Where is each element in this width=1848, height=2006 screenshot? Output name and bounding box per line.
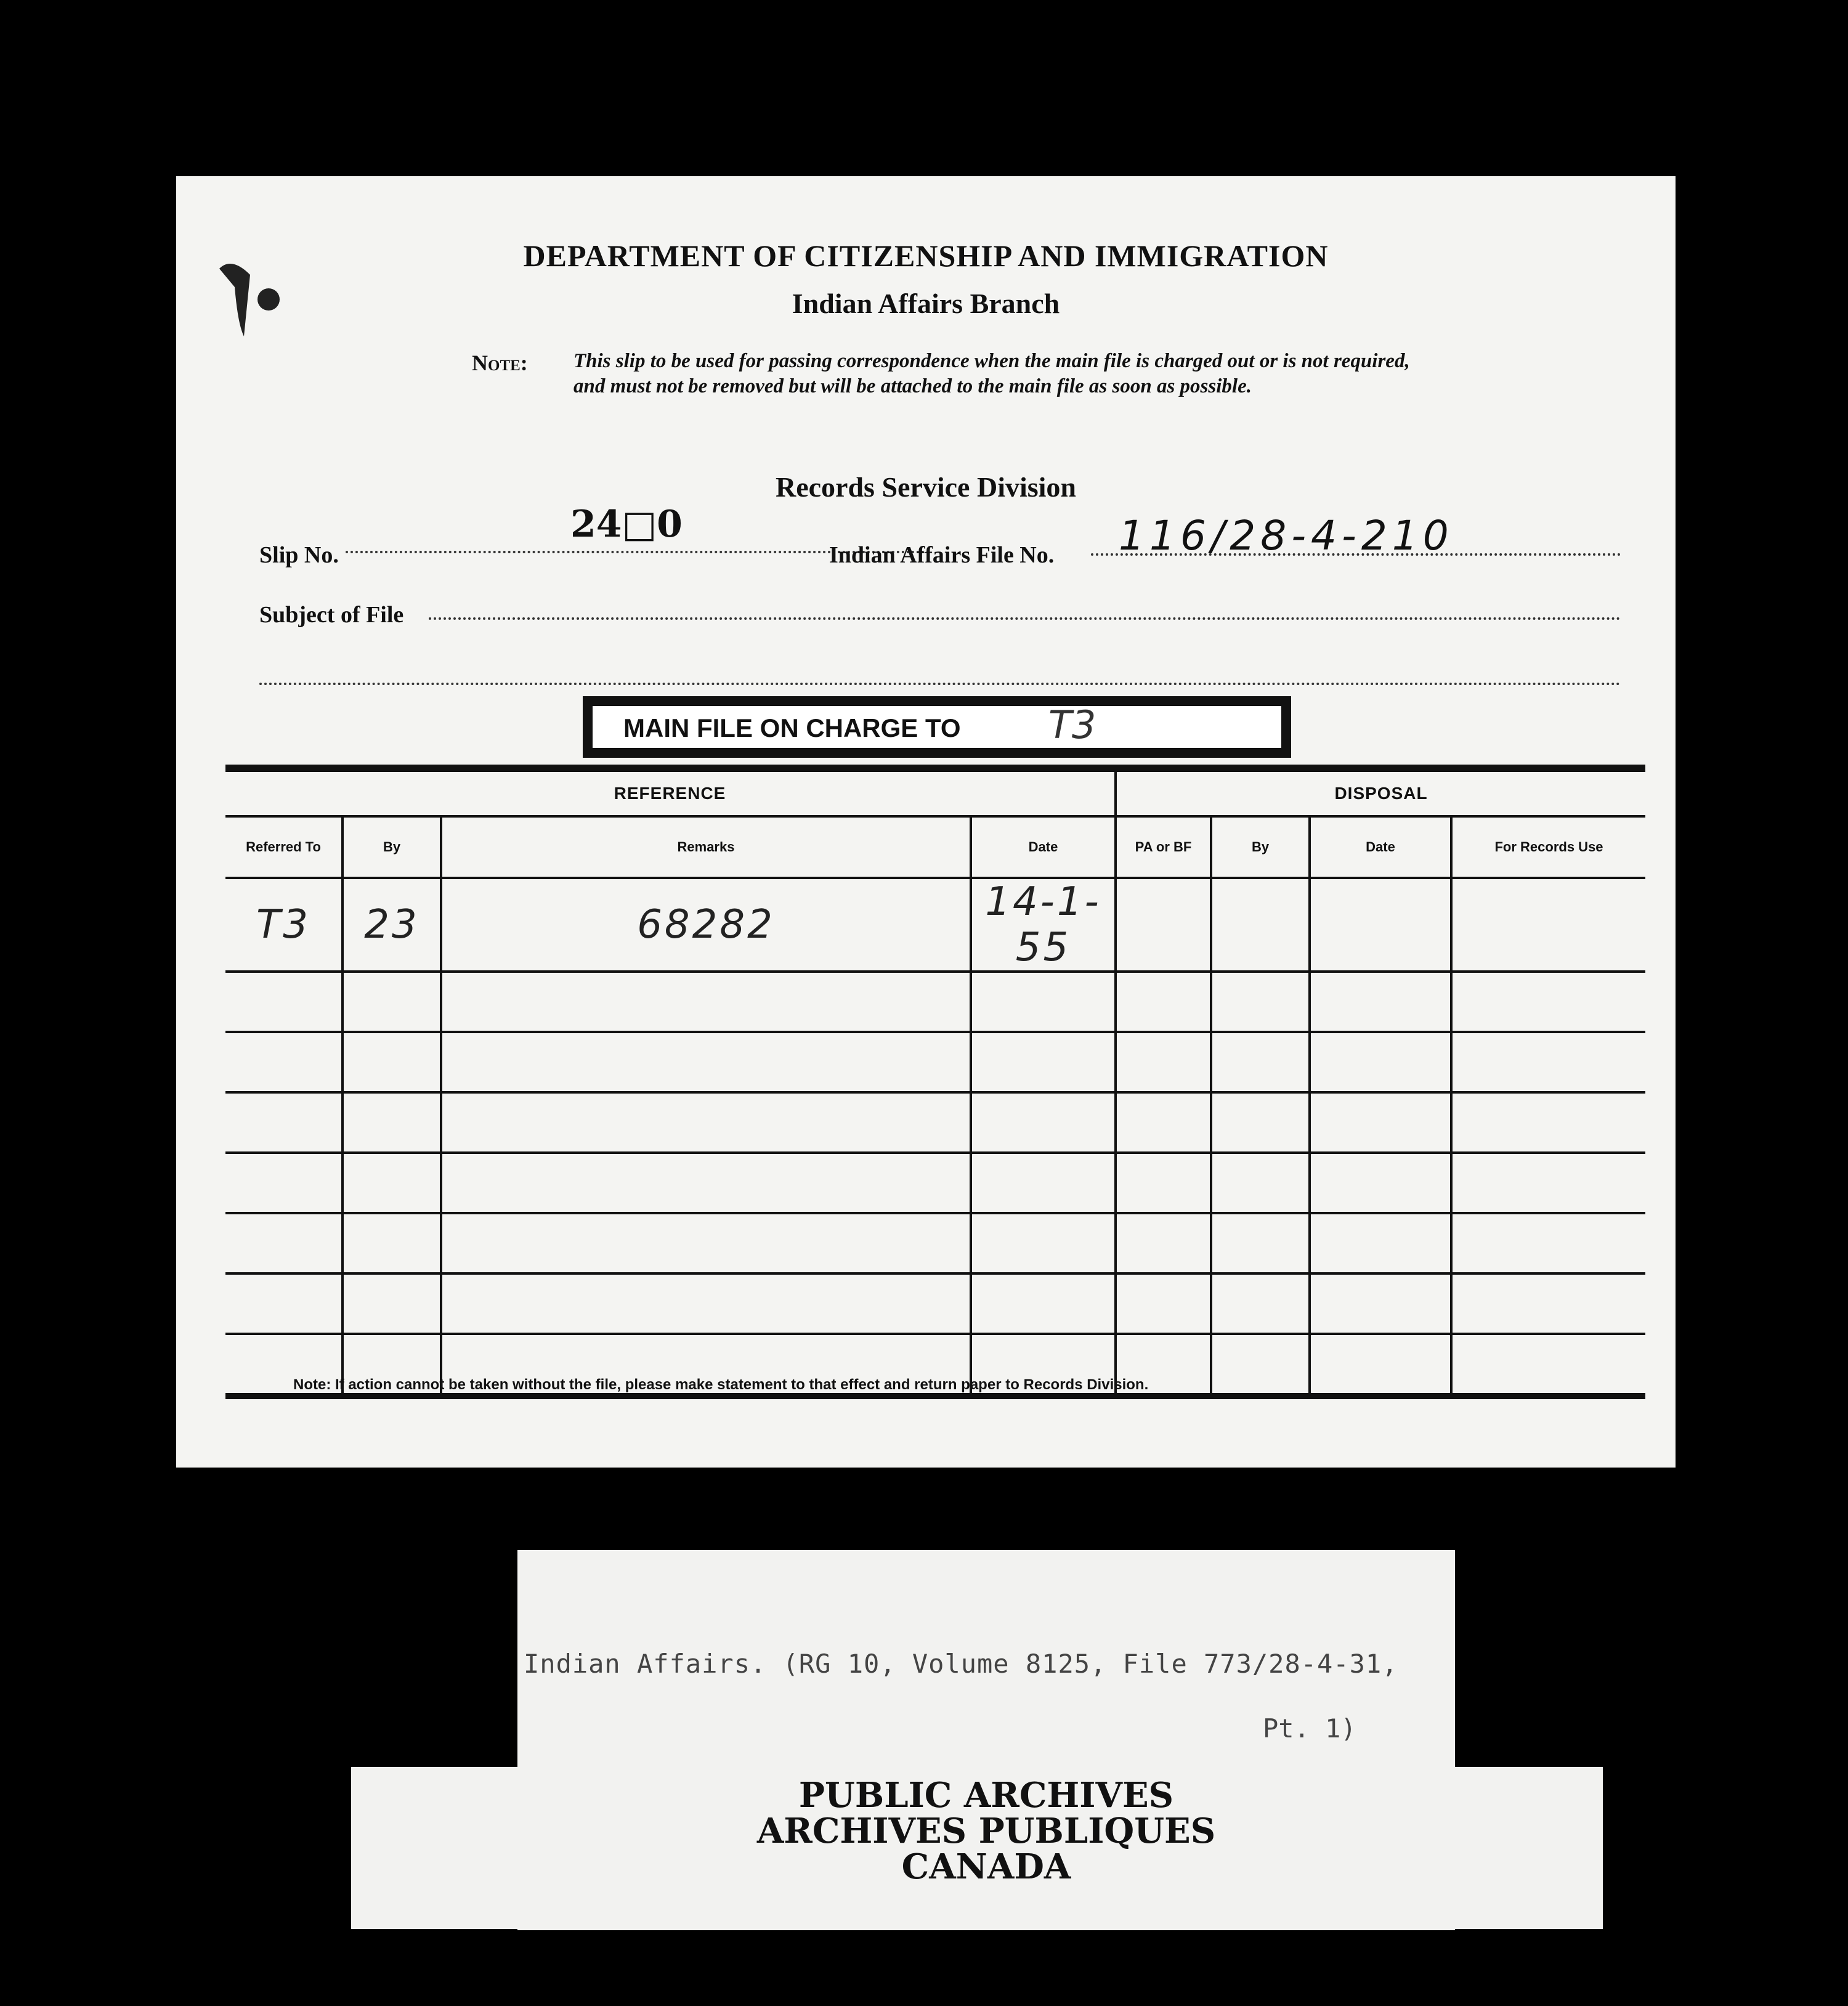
- cell-disposal-by: [1211, 878, 1310, 972]
- subject-label: Subject of File: [259, 602, 404, 628]
- table-row: [225, 1032, 1645, 1092]
- table-row: [225, 878, 1645, 972]
- cell-pa-or-bf: [1116, 878, 1211, 972]
- cell-date: 14-1-55: [971, 878, 1116, 972]
- disposal-header: DISPOSAL: [1116, 768, 1645, 816]
- reference-header: REFERENCE: [225, 768, 1116, 816]
- table-row: [225, 1273, 1645, 1334]
- col-disposal-date: Date: [1310, 816, 1451, 878]
- note-label: Note:: [472, 351, 528, 375]
- group-header-row: [225, 768, 1645, 816]
- table-row: [225, 1153, 1645, 1213]
- subject-line: [429, 617, 1621, 620]
- charge-label: MAIN FILE ON CHARGE TO: [623, 713, 961, 742]
- correspondence-slip: [176, 176, 1676, 1468]
- col-remarks: Remarks: [441, 816, 971, 878]
- cell-disposal-date: [1310, 878, 1451, 972]
- archive-country: CANADA: [901, 1846, 1071, 1887]
- slip-no-value: 24□0: [570, 503, 683, 546]
- cell-by: 23: [342, 878, 441, 972]
- col-pa-or-bf: PA or BF: [1116, 816, 1211, 878]
- archive-label: [517, 1550, 1455, 1772]
- table-row: [225, 1213, 1645, 1273]
- table-row: [225, 1092, 1645, 1153]
- division-title: Records Service Division: [775, 471, 1077, 503]
- col-records-use: For Records Use: [1451, 816, 1645, 878]
- file-no-label: Indian Affairs File No.: [829, 542, 1055, 568]
- subject-line-2: [259, 683, 1621, 685]
- charge-value: T3: [1048, 702, 1096, 747]
- department-title: DEPARTMENT OF CITIZENSHIP AND IMMIGRATION: [523, 238, 1329, 273]
- bottom-note: Note: If action cannot be taken without the file, please make statement to that effect and return paper to Records Division.: [293, 1376, 1149, 1393]
- slip-no-label: Slip No.: [259, 542, 339, 568]
- table-row: [225, 972, 1645, 1032]
- column-header-row: [225, 816, 1645, 878]
- cell-records-use: [1451, 878, 1645, 972]
- branch-title: Indian Affairs Branch: [792, 288, 1060, 319]
- main-file-charge-box: [583, 696, 1291, 758]
- col-date: Date: [971, 816, 1116, 878]
- archive-citation: Indian Affairs. (RG 10, Volume 8125, File 773/28-4-31,: [524, 1649, 1398, 1679]
- col-referred-to: Referred To: [225, 816, 342, 878]
- archive-label-lower: [517, 1768, 1455, 1930]
- reference-disposal-table: [225, 765, 1645, 1399]
- archive-name-fr: ARCHIVES PUBLIQUES: [756, 1811, 1216, 1851]
- archive-name-en: PUBLIC ARCHIVES: [798, 1775, 1174, 1816]
- cell-remarks: 68282: [441, 878, 971, 972]
- col-by: By: [342, 816, 441, 878]
- file-no-value: 116/28-4-210: [1119, 512, 1454, 559]
- cell-referred-to: T3: [225, 878, 342, 972]
- note-text: This slip to be used for passing correspondence when the main file is charged out or is not required, and must not be removed but will be attached to the main file as soon as possible.: [573, 350, 1410, 397]
- archive-citation-part: Pt. 1): [1263, 1713, 1356, 1744]
- col-disposal-by: By: [1211, 816, 1310, 878]
